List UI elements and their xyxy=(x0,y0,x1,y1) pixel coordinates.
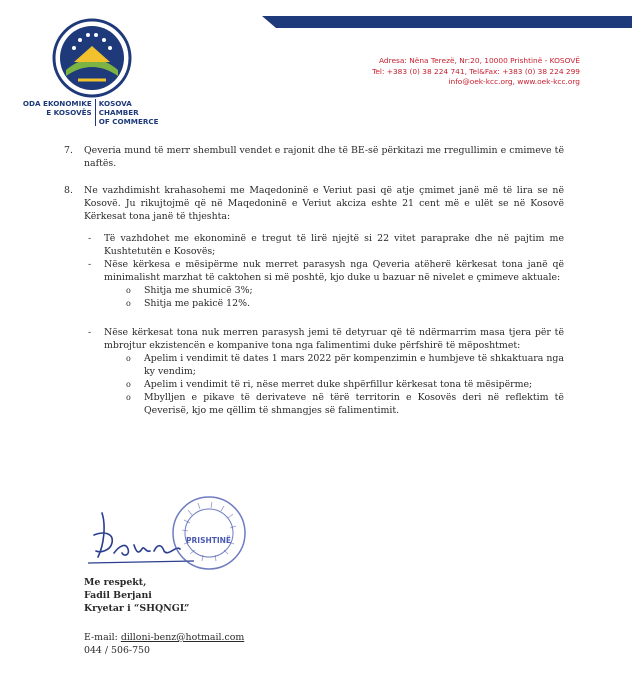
phone-line: Tel: +383 (0) 38 224 741, Tel&Fax: +383 (0) 38 224 299 xyxy=(372,66,580,76)
web-line: info@oek-kcc.org, www.oek-kcc.org xyxy=(448,77,580,86)
demand-text: Nëse kërkesa e mësipërme nuk merret parasysh nga Qeveria atëherë kërkesat tona janë që minimalisht marzhat të caktohen si më poshtë, kjo duke u bazuar në nivelet e çmimeve aktuale: xyxy=(104,259,564,283)
demand-text: Të vazhdohet me ekonominë e tregut të lirë njejtë si 22 vitet paraprake dhe në pajtim me Kushtetutën e Kosovës; xyxy=(104,233,564,257)
list-item-8 xyxy=(64,184,564,417)
organization-name xyxy=(14,99,174,126)
org-name-english-line1: KOSOVA CHAMBER xyxy=(98,99,139,117)
measure-item: o Apelim i vendimit të ri, nëse merret duke shpërfillur kërkesat tona të mësipërme; xyxy=(126,379,533,390)
address-block xyxy=(280,56,580,88)
margin-list xyxy=(104,284,564,310)
margin-item: o Shitja me pakicë 12%. xyxy=(126,298,250,309)
signer-title: Kryetar i “SHQNGL” xyxy=(84,603,190,614)
official-stamp-icon xyxy=(170,494,248,572)
stamp-center-text: PRISHTINË xyxy=(186,536,232,545)
list-item-7 xyxy=(64,144,564,170)
email-link[interactable]: dilloni-benz@hotmail.com xyxy=(120,632,245,643)
item-number: 7. xyxy=(64,145,73,156)
closing-greeting: Me respekt, xyxy=(84,577,147,588)
chamber-logo-icon xyxy=(52,18,132,98)
org-name-english-line2: OF COMMERCE xyxy=(98,117,159,126)
demands-list xyxy=(84,232,564,417)
item-text: Qeveria mund të merr shembull vendet e rajonit dhe të BE-së përkitazi me rregullimin e cmimeve të naftës. xyxy=(84,145,564,169)
measure-item: o Mbylljen e pikave të derivateve në tërë territorin e Kosovës deri në reflektim të Qeverisë, kjo me qëllim të shmangjes së falimentimit. xyxy=(126,392,564,416)
demand-item: - Nëse kërkesa e mësipërme nuk merret parasysh nga Qeveria atëherë kërkesat tona janë që minimalisht marzhat të caktohen si më poshtë, kjo duke u bazuar në nivelet e çmimeve aktuale: o Shitja me shumicë 3%; o Shitja me pakicë 12%. xyxy=(88,259,564,309)
margin-item: o Shitja me shumicë 3%; xyxy=(126,285,253,296)
address-line: Adresa: Nëna Terezë, Nr:20, 10000 Prishtinë - KOSOVË xyxy=(378,56,580,65)
org-name-albanian-line2: E KOSOVËS xyxy=(46,108,92,117)
header-bar xyxy=(262,16,632,28)
item-text: Ne vazhdimisht krahasohemi me Maqedoninë e Veriut pasi që atje çmimet janë më të lira se në Kosovë. Ju rikujtojmë që në Maqedoninë e Veriut akciza eshte 21 cent më e ulët se në Kosovë Kërkesat tona janë të thjeshta: xyxy=(84,185,564,222)
email-label: E-mail: xyxy=(84,632,121,643)
demand-item: - Nëse kërkesat tona nuk merren parasysh jemi të detyruar që të ndërmarrim masa tjera për të mbrojtur ekzistencën e kompanive tona nga falimentimi duke përfshirë të mëposhtmet: o Apelim i vendimit të dates 1 mars 2022 për kompenzimin e humbjeve të shkaktuara nga ky vendim; o Apelim i vendimit të ri, nëse merret duke shpërfillur kërkesat tona të mësipërme; o Mbylljen e pikave të derivateve në tërë territorin e Kosovës deri në reflektim të Qeverisë, kjo me qëllim të shmangjes së falimentimit. xyxy=(88,327,564,416)
demand-text: Nëse kërkesat tona nuk merren parasysh jemi të detyruar që të ndërmarrim masa tjera për të mbrojtur ekzistencën e kompanive tona nga falimentimi duke përfshirë të mëposhtmet: xyxy=(104,327,564,351)
item-number: 8. xyxy=(64,185,73,196)
demand-item: - Të vazhdohet me ekonominë e tregut të lirë njejtë si 22 vitet paraprake dhe në pajtim me Kushtetutën e Kosovës; xyxy=(88,233,564,257)
measures-list xyxy=(104,352,564,417)
signature-block xyxy=(84,576,334,615)
signer-name: Fadil Berjani xyxy=(84,590,152,601)
phone-number: 044 / 506-750 xyxy=(84,645,150,656)
contact-block xyxy=(84,631,334,657)
measure-item: o Apelim i vendimit të dates 1 mars 2022 për kompenzimin e humbjeve të shkaktuara nga ky vendim; xyxy=(126,353,564,377)
org-name-albanian-line1: ODA EKONOMIKE xyxy=(22,99,92,108)
